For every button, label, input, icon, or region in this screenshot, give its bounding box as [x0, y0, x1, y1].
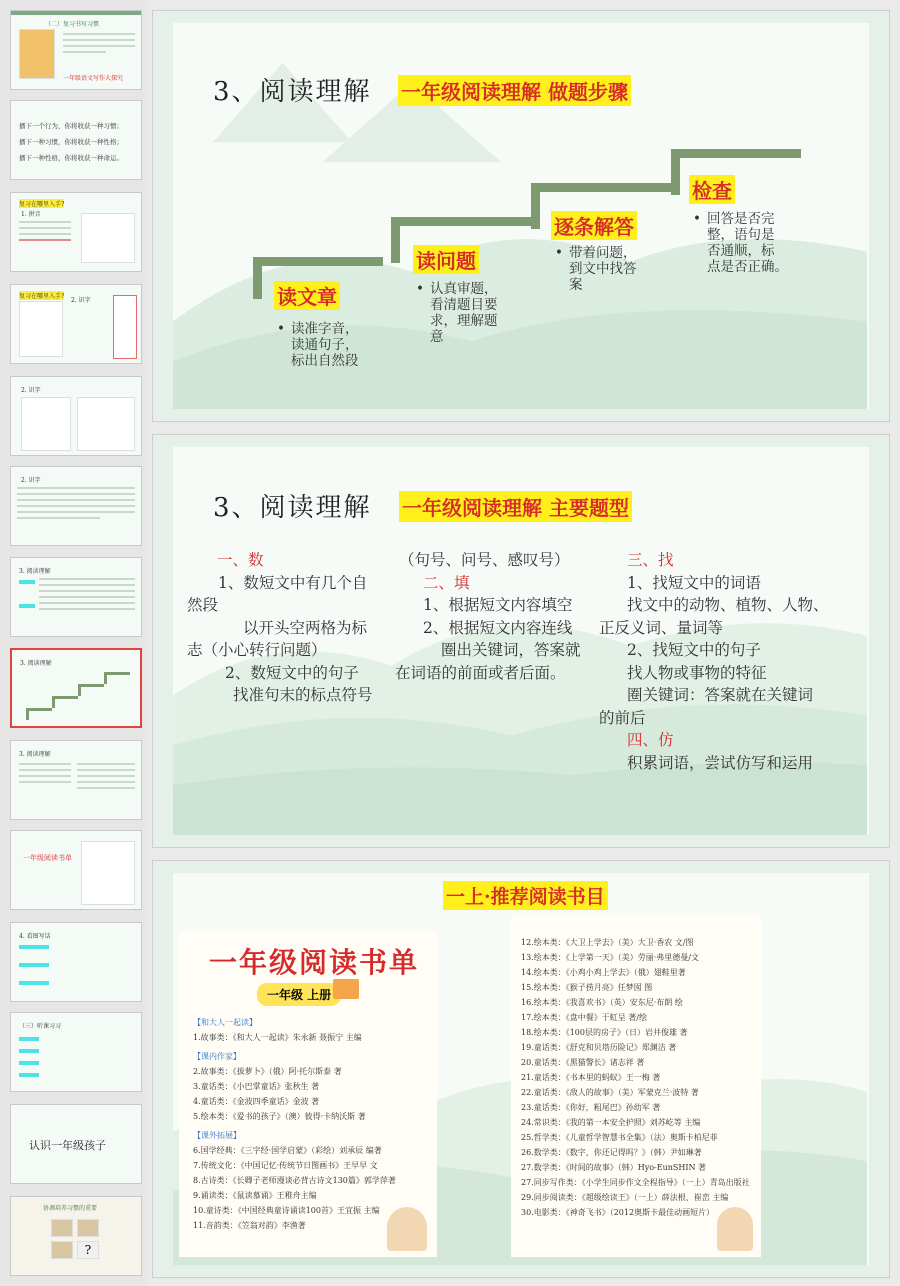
- slide-subtitle-tag: 一上·推荐阅读书目: [443, 881, 608, 910]
- slide-book-list[interactable]: [152, 860, 890, 1278]
- slide-thumb-10[interactable]: [10, 830, 142, 910]
- thumb-title: 协调培养习惯的重要: [43, 1205, 98, 1212]
- slide-title: 3、阅读理解: [213, 77, 372, 107]
- thumb-title: 4. 看图写话: [19, 933, 51, 940]
- thumb-title: 3. 阅读理解: [20, 660, 52, 667]
- step-head-read-question: 读问题: [413, 245, 479, 274]
- thumb-line: 播下一个行为，你将收获一种习惯；: [19, 122, 123, 130]
- slide-thumb-3[interactable]: [10, 192, 142, 272]
- type-count-column: 一、数 1、数短文中有几个自 然段 以开头空两格为标 志（小心转行问题） 2、数短文中的句子 找准句末的标点符号: [187, 551, 373, 704]
- book-list-right-card: [511, 915, 761, 1257]
- type-heading-find: 三、找: [627, 551, 674, 569]
- thumb-title: 3. 阅读理解: [19, 751, 51, 758]
- book-list-title: 一年级阅读书单: [209, 946, 420, 979]
- slide-canvas: [173, 447, 869, 835]
- step-body-answer: • 带着问题， 到文中找答 案: [555, 245, 637, 293]
- books-icon: [333, 979, 359, 999]
- slide-thumb-1[interactable]: [10, 10, 142, 90]
- thumb-title: 复习在哪里入手?: [19, 293, 65, 300]
- thumb-sub: 2. 识字: [71, 297, 91, 304]
- slide-thumb-5[interactable]: [10, 376, 142, 456]
- thumb-title: 3. 阅读理解: [19, 568, 51, 575]
- step-head-read-article: 读文章: [274, 281, 340, 310]
- slide-thumb-12[interactable]: [10, 1012, 142, 1092]
- slide-title: 3、阅读理解: [213, 493, 372, 523]
- step-body-read-question: • 认真审题， 看清题目要 求，理解题 意: [416, 281, 498, 345]
- book-cover-image: [19, 29, 55, 79]
- slide-canvas: [173, 873, 869, 1265]
- slide-thumb-7[interactable]: [10, 557, 142, 637]
- thumb-line: 播下一种习惯，你将收获一种性格；: [19, 138, 123, 146]
- type-heading-imitate: 四、仿: [627, 731, 674, 749]
- step-head-check: 检查: [689, 175, 735, 204]
- thumb-title: 2. 识字: [21, 477, 41, 484]
- type-find-column: 三、找 1、找短文中的词语 找文中的动物、植物、人物、 正反义词、量词等 2、找短文中的句子 找人物或事物的特征 圈关键词：答案就在关键词 的前后 四、仿 积累词语，尝试仿写和运用: [599, 551, 829, 772]
- thumb-sub: 1. 拼音: [21, 211, 41, 218]
- step-body-read-article: • 读准字音， 读通句子， 标出自然段: [277, 321, 359, 369]
- slide-thumb-9[interactable]: [10, 740, 142, 820]
- thumb-title: 一年级阅读书单: [23, 854, 72, 862]
- slide-thumb-2[interactable]: [10, 100, 142, 180]
- slide-reading-steps[interactable]: [152, 10, 890, 422]
- slide-thumb-13[interactable]: [10, 1104, 142, 1184]
- slide-canvas: [173, 23, 869, 409]
- child-reading-illustration: [717, 1207, 753, 1251]
- type-heading-count: 一、数: [217, 551, 264, 569]
- slide-thumb-11[interactable]: [10, 922, 142, 1002]
- thumb-table: [81, 213, 135, 263]
- step-head-answer: 逐条解答: [551, 211, 637, 240]
- thumb-title: 认识一年级孩子: [29, 1139, 106, 1152]
- child-reading-illustration: [387, 1207, 427, 1251]
- slide-subtitle-tag: 一年级阅读理解 主要题型: [399, 491, 632, 522]
- slide-thumb-4[interactable]: [10, 284, 142, 364]
- book-list-right-items: 12.绘本类：《大卫上学去》（美）大卫·香农 文/图 13.绘本类：《上学第一天》（美）劳丽·弗里德曼/文 14.绘本类：《小鸡小鸡上学去》（俄）翅鞋里著 15.绘本类：《猴子捞月亮》任梦囡 图 16.绘本类：《我喜欢书》（英）安东尼·布朗 绘 17.绘本类：《盘中餐》于虹呈 著/绘 18.绘本类：《100层的房子》（日）岩井俊雄 著 19.童话类：《舒克和贝塔历险记》郑渊洁 著 20.童话类：《黑猫警长》诸志祥 著 21.童话类：《书本里的蚂蚁》王一梅 著 22.童话类：《敌人的故事》（美）军蒙克兰·波特 著 23.童话类：《你好，粗尾巴》孙幼军 著 24.常识类：《我的第一本安全护照》刘苏屹等 主编 25.哲学类：《儿童哲学智慧书全集》（法）奥斯卡柏尼菲 26.数学类：《数字，你还记得吗？》（韩）尹如琳著 27.数学类：《时间的故事》（韩）Hyo-EunSHIN 著 27.同步写作类：《小学生同步作文全程指导》（一上）青岛出版社 29.同步阅读类：《超级绘读王》（一上）薛法根、崔峦 主编 30.电影类：《神奇飞书》（2012奥斯卡最佳动画短片）: [521, 938, 750, 1217]
- thumb-title: （三）听课习习: [19, 1023, 62, 1030]
- thumb-title: 2. 识字: [21, 387, 41, 394]
- thumb-title: 复习在哪里入手?: [19, 201, 65, 208]
- type-heading-fill: 二、填: [423, 573, 470, 592]
- step-body-check: • 回答是否完 整，语句是 否通顺，标 点是否正确。: [693, 211, 788, 275]
- slide-thumbnail-panel: [0, 0, 148, 1286]
- question-icon: ?: [77, 1241, 99, 1259]
- slide-question-types[interactable]: [152, 434, 890, 848]
- thumb-line: 播下一种性格，你将收获一种命运。: [19, 154, 123, 162]
- grade-badge: 一年级 上册: [257, 983, 341, 1006]
- thumb-bar: [11, 11, 141, 15]
- slide-thumb-14[interactable]: [10, 1196, 142, 1276]
- type-fill-column: （句号、问号、感叹号） 二、填 1、根据短文内容填空 2、根据短文内容连线 圈出关键词，答案就 在词语的前面或者后面。: [395, 551, 581, 682]
- slide-subtitle-tag: 一年级阅读理解 做题步骤: [398, 75, 631, 106]
- book-list-left-card: [179, 931, 437, 1257]
- thumb-sub: 一年级语文写作大探究: [63, 75, 124, 82]
- slide-thumb-8-active[interactable]: [10, 648, 142, 728]
- book-list-left-items: 【和大人一起读】 1.故事类：《和大人一起读》朱永新 聂振宁 主编 【课内作家】 2.故事类：《拔萝卜》（俄）阿·托尔斯泰 著 3.童话类：《小巴掌童话》张秋生 著 4.童话类：《金波四季童话》金波 著 5.绘本类：《爱书的孩子》（澳）彼得·卡纳沃斯 著 【课外拓展】 6.国学经典：《三字经·国学启蒙》（彩绘）刘承辰 编著 7.传统文化：《中国记忆·传统节日图画书》王早早 文 8.古诗类：《长卿子老师漫谈必背古诗文130篇》郭学萍著 9.诵读类：《鼠读慕诵》王稚舟主编 10.童诗类：《中国经典童诗诵读100首》王宜振 主编 11.音韵类：《笠翁对韵》李渔著: [193, 1018, 396, 1230]
- slide-thumb-6[interactable]: [10, 466, 142, 546]
- thumb-title: （二）复习书写习惯: [45, 21, 100, 28]
